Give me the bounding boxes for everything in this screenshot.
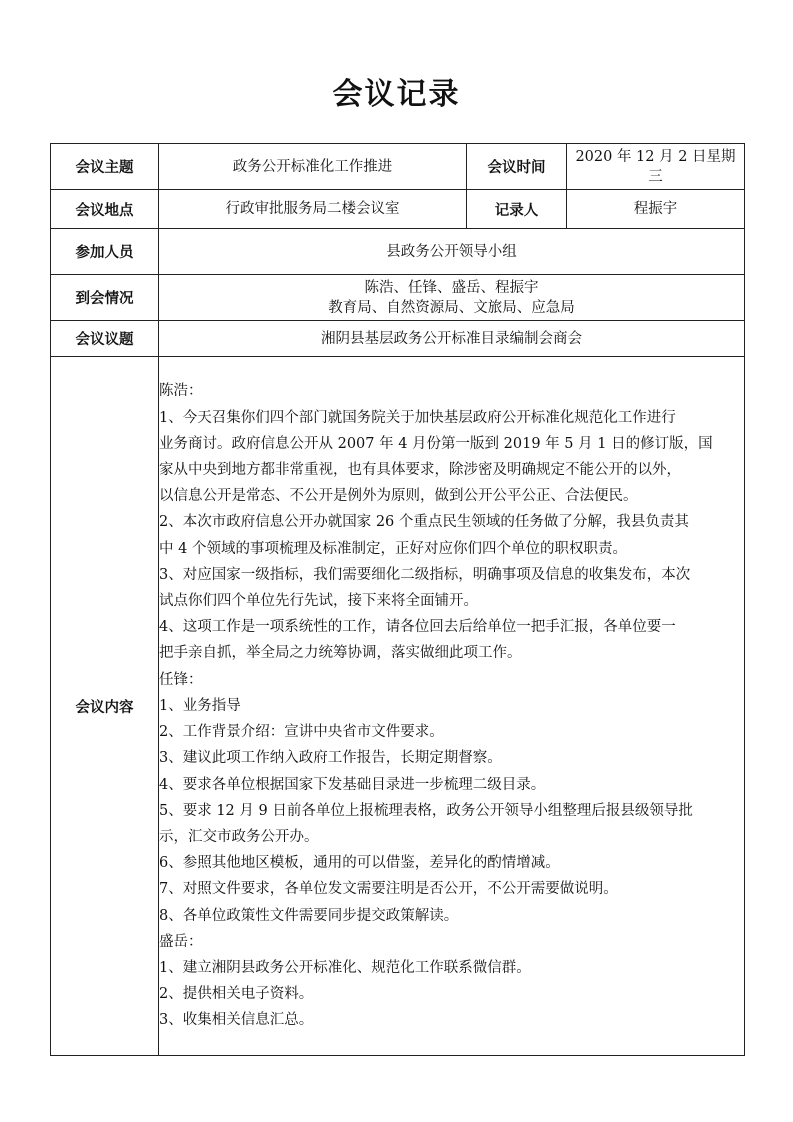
- content-line: 把手亲自抓，举全局之力统筹协调，落实做细此项工作。: [159, 645, 522, 662]
- content-line: 5、要求 12 月 9 日前各单位上报梳理表格，政务公开领导小组整理后报县级领导批: [159, 802, 693, 819]
- content-line: 4、要求各单位根据国家下发基础目录进一步梳理二级目录。: [159, 776, 546, 793]
- content-label: 会议内容: [51, 357, 159, 1056]
- content-line: 3、建议此项工作纳入政府工作报告，长期定期督察。: [159, 750, 502, 767]
- content-line: 1、建立湘阴县政务公开标准化、规范化工作联系微信群。: [159, 959, 531, 976]
- content-line: 1、今天召集你们四个部门就国务院关于加快基层政府公开标准化规范化工作进行: [159, 409, 676, 426]
- location-value: 行政审批服务局二楼会议室: [159, 190, 467, 229]
- content-line: 4、这项工作是一项系统性的工作，请各位回去后给单位一把手汇报，各单位要一: [159, 619, 676, 636]
- participants-row: [51, 229, 745, 275]
- time-value: [567, 144, 745, 190]
- content-line: 3、对应国家一级指标，我们需要细化二级指标，明确事项及信息的收集发布，本次: [159, 566, 691, 583]
- participants-value: 县政务公开领导小组: [159, 229, 745, 275]
- subject-value: 政务公开标准化工作推进: [159, 144, 467, 190]
- content-line: 业务商讨。政府信息公开从 2007 年 4 月份第一版到 2019 年 5 月 1 日的修订版，国: [159, 435, 713, 452]
- content-line: 7、对照文件要求，各单位发文需要注明是否公开，不公开需要做说明。: [159, 881, 618, 898]
- attendance-line-2: 教育局、自然资源局、文旅局、应急局: [328, 299, 575, 316]
- content-line: 试点你们四个单位先行先试，接下来将全面铺开。: [159, 593, 478, 610]
- attendance-label: 到会情况: [51, 275, 159, 321]
- content-line: 2、工作背景介绍：宣讲中央省市文件要求。: [159, 724, 444, 741]
- content-line: 8、各单位政策性文件需要同步提交政策解读。: [159, 907, 459, 924]
- content-line: 6、参照其他地区模板，通用的可以借鉴，差异化的酌情增减。: [159, 855, 560, 872]
- subject-label: 会议主题: [51, 144, 159, 190]
- content-line: 以信息公开是常态、不公开是例外为原则，做到公开公平公正、合法便民。: [159, 488, 638, 505]
- time-value-line2: 三: [648, 168, 663, 185]
- time-value-line1: 2020 年 12 月 2 日星期: [575, 148, 736, 165]
- content-line: 3、收集相关信息汇总。: [159, 1012, 314, 1029]
- content-row: [51, 357, 745, 1056]
- location-label: 会议地点: [51, 190, 159, 229]
- participants-label: 参加人员: [51, 229, 159, 275]
- content-body: [159, 357, 745, 1056]
- content-line: 中 4 个领域的事项梳理及标准制定，正好对应你们四个单位的职权职责。: [159, 540, 627, 557]
- attendance-value: [159, 275, 745, 321]
- content-line: 示，汇交市政务公开办。: [159, 828, 319, 845]
- recorder-value: 程振宇: [567, 190, 745, 229]
- topic-value: 湘阴县基层政务公开标准目录编制会商会: [159, 321, 745, 357]
- content-line: 任锋：: [159, 671, 203, 688]
- topic-row: [51, 321, 745, 357]
- page-title: 会议记录: [332, 77, 461, 112]
- content-line: 2、本次市政府信息公开办就国家 26 个重点民生领域的任务做了分解，我县负责其: [159, 514, 689, 531]
- content-line: 1、业务指导: [159, 697, 241, 714]
- topic-label: 会议议题: [51, 321, 159, 357]
- meeting-record-table: [50, 143, 745, 1056]
- content-line: 盛岳：: [159, 933, 203, 950]
- recorder-label: 记录人: [467, 190, 567, 229]
- subject-row: [51, 144, 745, 190]
- content-line: 陈浩：: [159, 383, 203, 400]
- time-label: 会议时间: [467, 144, 567, 190]
- attendance-line-1: 陈浩、任锋、盛岳、程振宇: [364, 279, 539, 296]
- content-line: 家从中央到地方都非常重视，也有具体要求，除涉密及明确规定不能公开的以外，: [159, 462, 681, 479]
- location-row: [51, 190, 745, 229]
- content-line: 2、提供相关电子资料。: [159, 986, 314, 1003]
- attendance-row: [51, 275, 745, 321]
